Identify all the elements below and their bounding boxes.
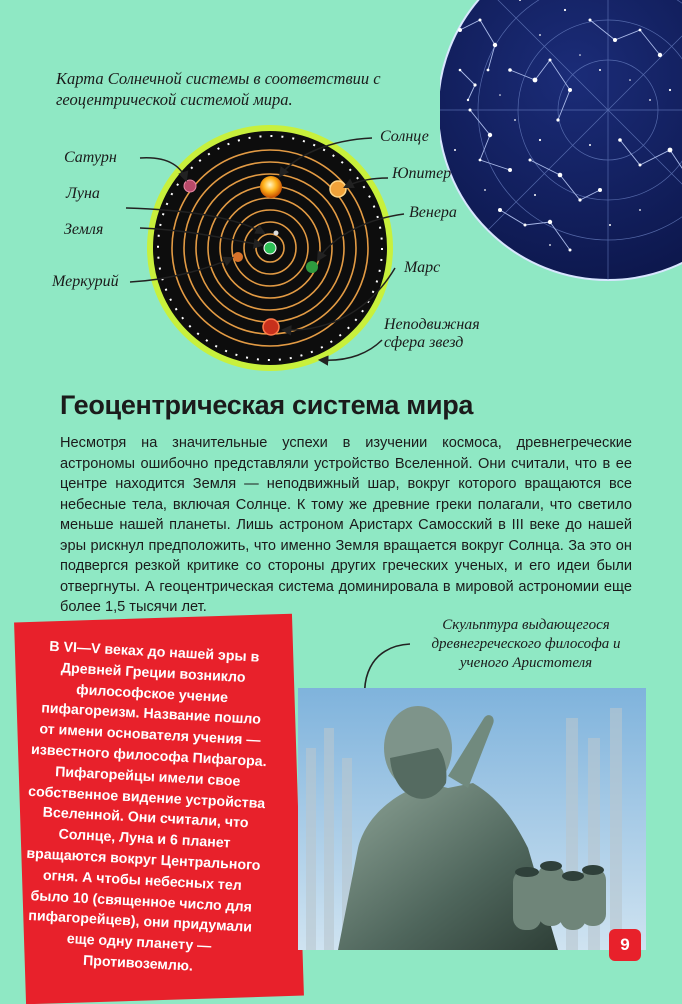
label-mars: Марс: [404, 259, 441, 276]
venus-planet: [306, 261, 318, 273]
jupiter-planet: [330, 181, 346, 197]
label-fixed-stars-1: Неподвижная: [384, 316, 480, 333]
label-venus: Венера: [409, 204, 457, 221]
map-caption: Карта Солнечной системы в соответствии с геоцентрической системой мира.: [56, 69, 381, 109]
earth-planet: [264, 242, 276, 254]
mercury-planet: [233, 252, 243, 262]
label-jupiter: Юпитер: [392, 165, 452, 182]
aristotle-statue-photo: [298, 688, 646, 950]
label-saturn: Сатурн: [64, 149, 117, 166]
star-chart-image: [440, 0, 682, 300]
body-paragraph: Несмотря на значительные успехи в изучении космоса, древнегреческие астрономы ошибочно представляли устройство Вселенной. Они считали, что в ее центре находится Земля — неподвижный шар, вокруг которого вращаются все небесные тела, включая Солнце. К тому же древние греки полагали, что светило меньше нашей планеты. Лишь астроном Аристарх Самосский в III веке до нашей эры рискнул предположить, что именно Земля вращается вокруг Солнца. За это он подвергся резкой критике со стороны других греческих ученых, и его идеи были отвергнуты. А геоцентрическая система доминировала в мировой астрономии еще более 1,5 тысячи лет.: [60, 435, 632, 615]
section-heading: Геоцентрическая система мира: [60, 390, 474, 420]
label-mercury: Меркурий: [52, 273, 119, 290]
label-sun: Солнце: [380, 128, 429, 145]
mars-planet: [263, 319, 279, 335]
saturn-planet: [184, 180, 196, 192]
page-number: 9: [609, 929, 641, 961]
aristotle-caption: Скульптура выдающегося древнегреческого философа и ученого Аристотеля: [431, 617, 621, 671]
sun-planet: [260, 176, 282, 198]
label-earth: Земля: [64, 221, 104, 238]
label-fixed-stars-2: сфера звезд: [384, 334, 464, 351]
label-moon: Луна: [66, 185, 100, 202]
moon-planet: [274, 231, 279, 236]
pythagoreanism-text: В VI—V веках до нашей эры в Древней Греции возникло философское учение пифагореизм. Название пошло от имени основателя учения — известного философа Пифагора. Пифагорейцы имели свое собственное видение устройства Вселенной. Они считали, что Солнце, Луна и 6 планет вращаются вокруг Центрального огня. А чтобы небесных тел было 10 (священное число для пифагорейцев), они придумали еще одну планету — Противоземлю.: [25, 638, 268, 975]
